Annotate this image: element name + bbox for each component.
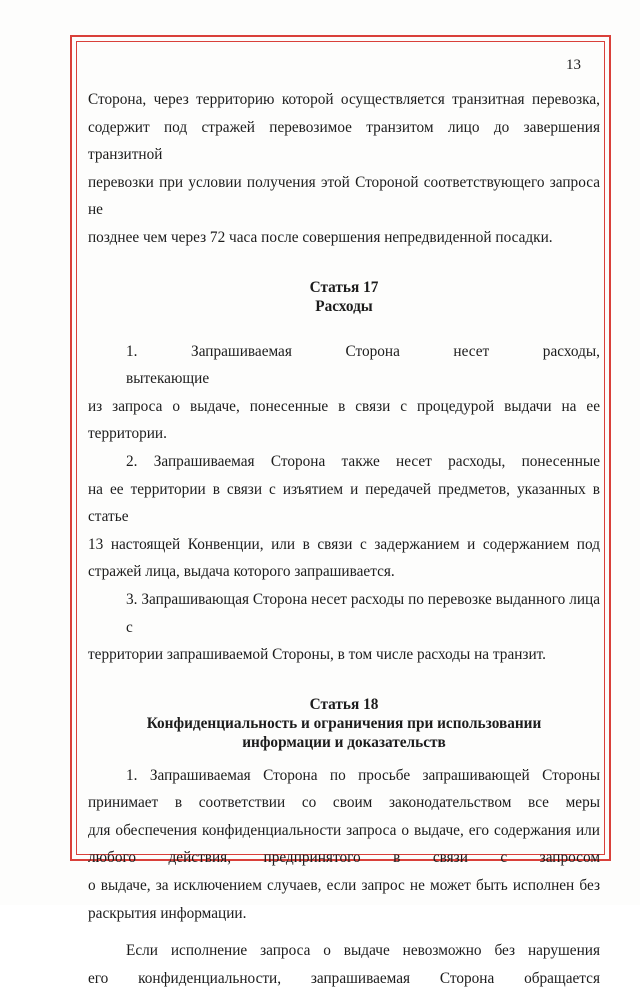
text-line: раскрытия информации.	[88, 904, 247, 922]
text-line: Если исполнение запроса о выдаче невозможно без нарушения	[126, 942, 600, 960]
text-line: территории запрашиваемой Стороны, в том числе расходы на транзит.	[88, 646, 547, 664]
text-line: из запроса о выдаче, понесенные в связи с процедурой выдачи на ее	[88, 397, 600, 415]
text-line: принимает в соответствии со своим законодательством все меры	[88, 794, 600, 812]
text-line: 1. Запрашиваемая Сторона по просьбе запрашивающей Стороны	[126, 766, 600, 784]
article-18-title-line-2: информации и доказательств	[242, 733, 446, 751]
article-17-paragraph-2	[88, 448, 600, 586]
text-line: 3. Запрашивающая Сторона несет расходы по перевозке выданного лица с	[126, 590, 600, 636]
text-line: любого действия, предпринятого в связи с запросом	[88, 849, 600, 867]
article-17-paragraph-3	[88, 586, 600, 669]
text-line: его конфиденциальности, запрашиваемая Сторона обращается	[88, 969, 600, 987]
article-17-title: Расходы	[315, 297, 373, 315]
article-18-paragraph-2	[88, 937, 600, 992]
page-number: 13	[566, 57, 581, 73]
text-line: территории.	[88, 425, 167, 443]
text-line: о выдаче, за исключением случаев, если запрос не может быть исполнен без	[88, 877, 600, 895]
text-line: на ее территории в связи с изъятием и передачей предметов, указанных в статье	[88, 480, 600, 526]
text-line: 2. Запрашиваемая Сторона также несет расходы, понесенные	[126, 452, 600, 470]
text-line: Сторона, через территорию которой осуществляется транзитная перевозка,	[88, 91, 600, 108]
text-line: 13 настоящей Конвенции, или в связи с задержанием и содержанием под	[88, 535, 600, 553]
text-line: позднее чем через 72 часа после совершения непредвиденной посадки.	[88, 228, 553, 246]
text-line: стражей лица, выдача которого запрашивается.	[88, 563, 395, 581]
text-line: содержит под стражей перевозимое транзитом лицо до завершения транзитной	[88, 118, 600, 164]
text-line: перевозки при условии получения этой Стороной соответствующего запроса не	[88, 173, 600, 219]
article-17-number: Статья 17	[309, 278, 379, 296]
article-18-number: Статья 18	[309, 695, 379, 713]
article-17-paragraph-1	[88, 338, 600, 448]
text-line: для обеспечения конфиденциальности запроса о выдаче, его содержания или	[88, 821, 600, 839]
article-18-title-line-1: Конфиденциальность и ограничения при использовании	[146, 714, 542, 732]
article-18-paragraph-1	[88, 762, 600, 928]
text-line: 1. Запрашиваемая Сторона несет расходы, вытекающие	[126, 342, 600, 388]
intro-paragraph	[88, 86, 600, 252]
document-body	[88, 86, 600, 992]
